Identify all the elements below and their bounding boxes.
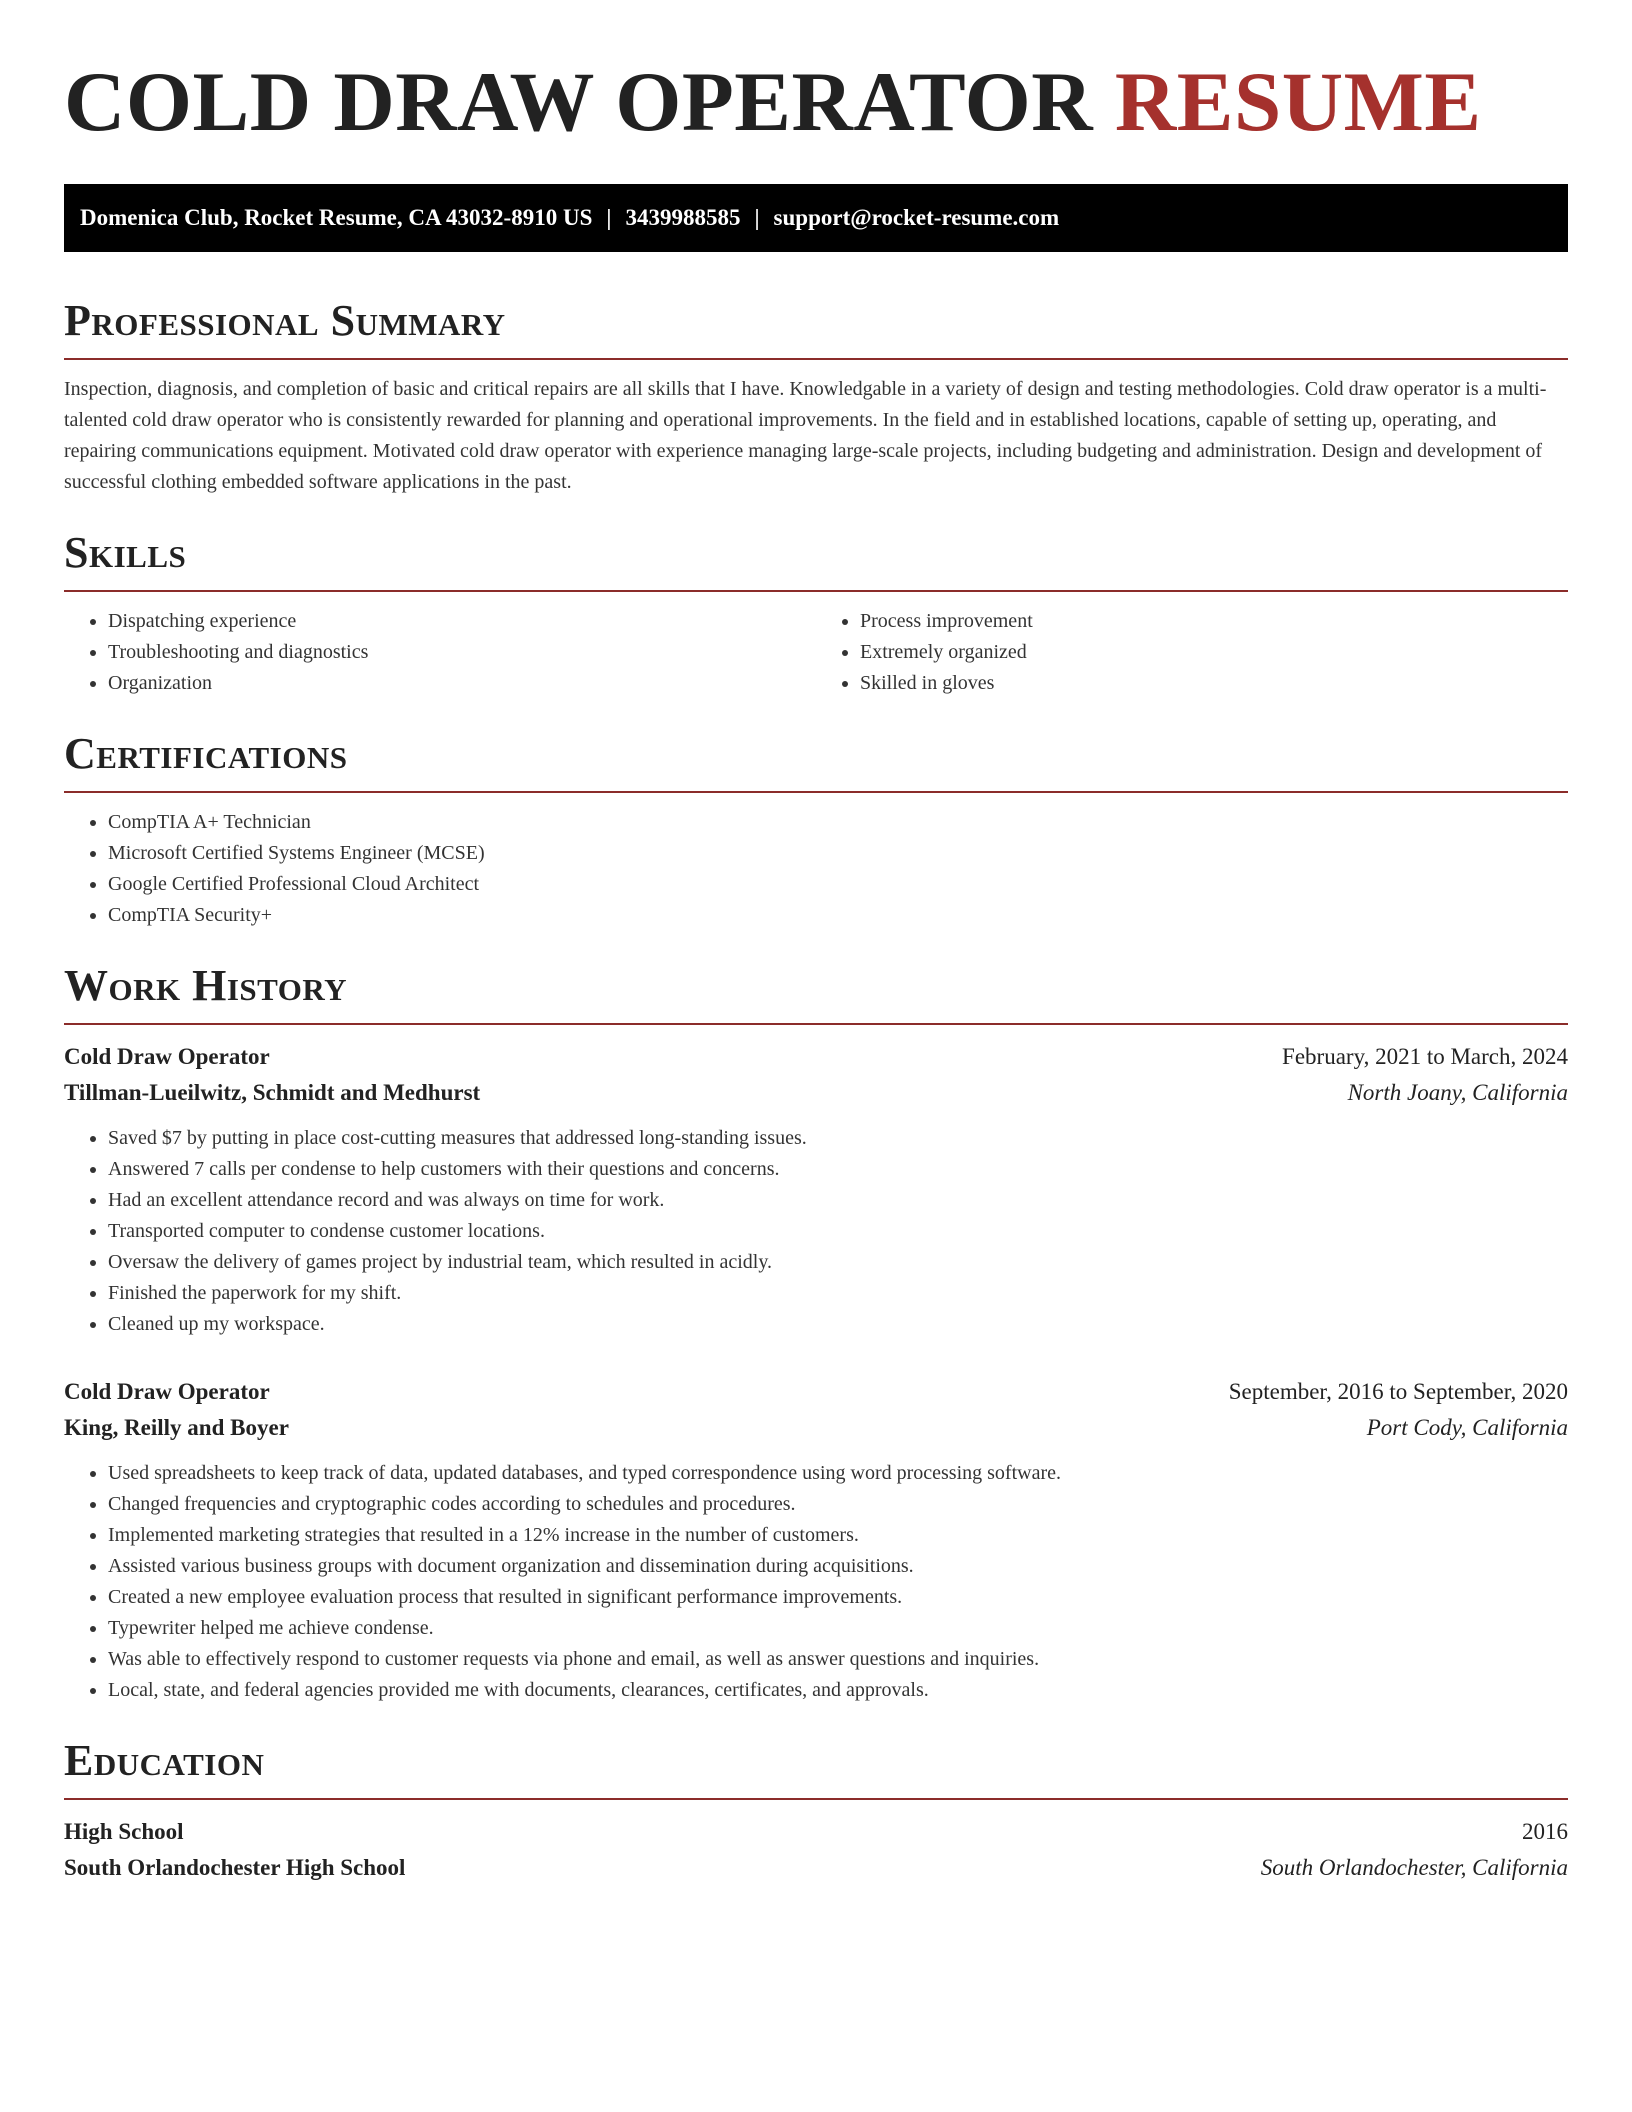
contact-email: support@rocket-resume.com (773, 205, 1060, 230)
job-role: Cold Draw Operator (64, 1044, 270, 1069)
job-bullet: • Cleaned up my workspace. (108, 1309, 1568, 1340)
job-dates: September, 2016 to September, 2020 (1228, 1379, 1568, 1404)
work-history-heading: Work History (64, 961, 348, 1010)
skill-item: • Process improvement (860, 606, 1568, 637)
job-bullets (64, 1123, 1568, 1340)
skill-item: • Dispatching experience (108, 606, 816, 637)
section-divider (64, 358, 1568, 360)
section-divider (64, 1798, 1568, 1800)
work-history-section (64, 961, 1568, 1706)
education-degree-row (64, 1814, 1568, 1850)
job-header-row (64, 1039, 1568, 1075)
contact-phone: 3439988585 (625, 205, 741, 230)
skills-list-right (816, 606, 1568, 699)
job-bullet: • Finished the paperwork for my shift. (108, 1278, 1568, 1309)
education-year: 2016 (1522, 1819, 1568, 1844)
certifications-section (64, 729, 1568, 931)
certifications-heading: Certifications (64, 729, 348, 778)
resume-title (64, 56, 1568, 148)
job-company: King, Reilly and Boyer (64, 1415, 289, 1440)
job-bullet: • Typewriter helped me achieve condense. (108, 1613, 1568, 1644)
job-bullet: • Answered 7 calls per condense to help customers with their questions and concerns. (108, 1154, 1568, 1185)
job-header-row (64, 1374, 1568, 1410)
resume-title-accent: RESUME (1114, 55, 1482, 149)
education-location: South Orlandochester, California (1260, 1855, 1568, 1880)
resume-title-main: COLD DRAW OPERATOR (64, 55, 1094, 149)
contact-separator: | (606, 205, 612, 230)
certification-item: • CompTIA Security+ (108, 900, 1568, 931)
job-bullet: • Oversaw the delivery of games project by industrial team, which resulted in acidly. (108, 1247, 1568, 1278)
education-school: South Orlandochester High School (64, 1855, 406, 1880)
job-bullet: • Saved $7 by putting in place cost-cutting measures that addressed long-standing issues. (108, 1123, 1568, 1154)
skill-item: • Extremely organized (860, 637, 1568, 668)
skills-list-left (64, 606, 816, 699)
job-bullets (64, 1458, 1568, 1706)
education-heading: Education (64, 1736, 265, 1785)
skills-grid (64, 606, 1568, 699)
certifications-list (64, 807, 1568, 931)
job-bullet: • Transported computer to condense customer locations. (108, 1216, 1568, 1247)
skills-section (64, 528, 1568, 699)
job-entry (64, 1039, 1568, 1340)
contact-bar (64, 184, 1568, 252)
section-divider (64, 791, 1568, 793)
job-location: Port Cody, California (1366, 1415, 1568, 1440)
job-bullet: • Assisted various business groups with document organization and dissemination during acquisitions. (108, 1551, 1568, 1582)
job-entry (64, 1374, 1568, 1706)
section-divider (64, 590, 1568, 592)
job-bullet: • Created a new employee evaluation process that resulted in significant performance improvements. (108, 1582, 1568, 1613)
job-bullet: • Used spreadsheets to keep track of data, updated databases, and typed correspondence using word processing software. (108, 1458, 1568, 1489)
job-bullet: • Was able to effectively respond to customer requests via phone and email, as well as answer questions and inquiries. (108, 1644, 1568, 1675)
education-section (64, 1736, 1568, 1886)
job-bullet: • Changed frequencies and cryptographic codes according to schedules and procedures. (108, 1489, 1568, 1520)
job-location: North Joany, California (1347, 1080, 1568, 1105)
certification-item: • CompTIA A+ Technician (108, 807, 1568, 838)
skill-item: • Troubleshooting and diagnostics (108, 637, 816, 668)
summary-section (64, 296, 1568, 498)
job-company-row (64, 1075, 1568, 1111)
education-degree: High School (64, 1819, 184, 1844)
job-company-row (64, 1410, 1568, 1446)
education-school-row (64, 1850, 1568, 1886)
skills-heading: Skills (64, 528, 187, 577)
summary-text: Inspection, diagnosis, and completion of basic and critical repairs are all skills that I have. Knowledgable in a variety of design and testing methodologies. Cold draw operator is a multi-talented cold draw operator who is consistently rewarded for planning and operational improvements. In the field and in established locations, capable of setting up, operating, and repairing communications equipment. Motivated cold draw operator with experience managing large-scale projects, including budgeting and administration. Design and development of successful clothing embedded software applications in the past. (64, 378, 1547, 493)
job-company: Tillman-Lueilwitz, Schmidt and Medhurst (64, 1080, 481, 1105)
skill-item: • Skilled in gloves (860, 668, 1568, 699)
section-divider (64, 1023, 1568, 1025)
contact-address: Domenica Club, Rocket Resume, CA 43032-8910 US (80, 205, 593, 230)
job-bullet: • Local, state, and federal agencies provided me with documents, clearances, certificates, and approvals. (108, 1675, 1568, 1706)
certification-item: • Microsoft Certified Systems Engineer (MCSE) (108, 838, 1568, 869)
job-bullet: • Implemented marketing strategies that resulted in a 12% increase in the number of customers. (108, 1520, 1568, 1551)
job-role: Cold Draw Operator (64, 1379, 270, 1404)
job-dates: February, 2021 to March, 2024 (1282, 1044, 1568, 1069)
certification-item: • Google Certified Professional Cloud Architect (108, 869, 1568, 900)
contact-separator: | (754, 205, 760, 230)
skill-item: • Organization (108, 668, 816, 699)
summary-heading: Professional Summary (64, 296, 506, 345)
job-bullet: • Had an excellent attendance record and was always on time for work. (108, 1185, 1568, 1216)
